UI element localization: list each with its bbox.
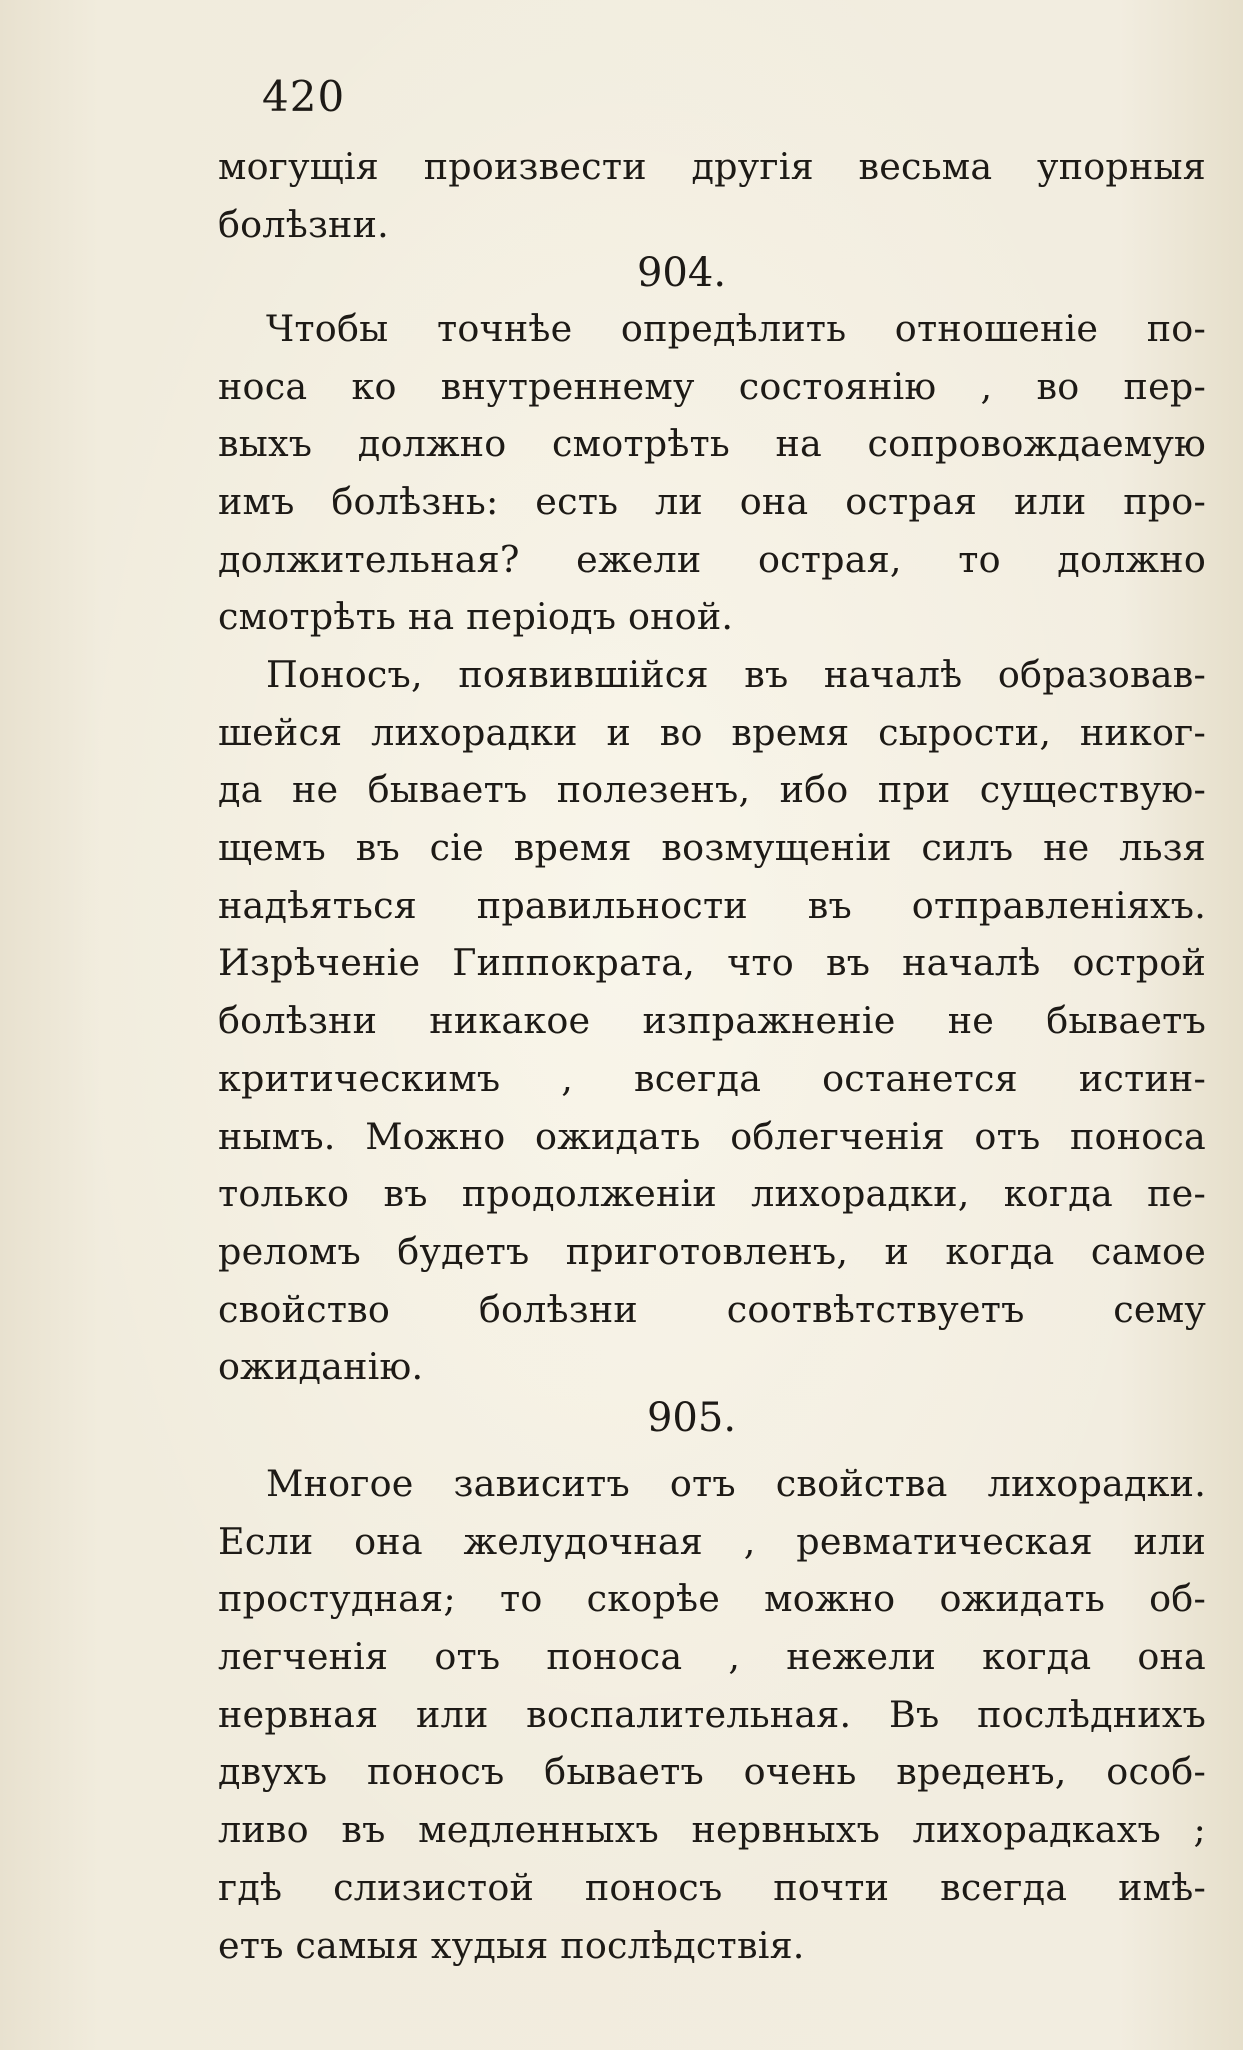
text-line: Поносъ, появившійся въ началѣ образовав- — [266, 653, 1206, 696]
text-line: имъ болѣзнь: есть ли она острая или про- — [218, 480, 1206, 524]
text-line: выхъ должно смотрѣть на сопровождаемую — [218, 422, 1206, 466]
section-number-904: 904. — [636, 250, 727, 296]
text-line: щемъ въ сіе время возмущеніи силъ не льзя — [218, 826, 1206, 870]
section-904-paragraph-1 — [218, 300, 1206, 646]
text-line: только въ продолженіи лихорадки, когда пе- — [218, 1172, 1206, 1216]
text-line: смотрѣть на періодъ оной. — [218, 595, 734, 639]
text-line: гдѣ слизистой поносъ почти всегда имѣ- — [218, 1865, 1206, 1909]
section-number-905: 905. — [646, 1395, 737, 1441]
text-line: нымъ. Можно ожидать облегченія отъ поноса — [218, 1114, 1206, 1158]
text-line: Чтобы точнѣе опредѣлить отношеніе по- — [266, 307, 1206, 350]
text-line: Если она желудочная , ревматическая или — [218, 1519, 1206, 1563]
text-line: ливо въ медленныхъ нервныхъ лихорадкахъ ; — [218, 1808, 1206, 1852]
text-line: надѣяться правильности въ отправленіяхъ. — [218, 883, 1206, 927]
text-line: етъ самыя худыя послѣдствія. — [218, 1923, 805, 1967]
section-904-paragraph-2 — [218, 646, 1206, 1396]
text-line: носа ко внутреннему состоянію , во пер- — [218, 364, 1206, 408]
text-line: Изрѣченіе Гиппократа, что въ началѣ острой — [218, 941, 1206, 985]
text-line: должительная? ежели острая, то должно — [218, 537, 1206, 581]
text-line: ожиданію. — [218, 1345, 424, 1389]
text-line: болѣзни никакое изпражненіе не бываетъ — [218, 999, 1206, 1043]
text-line: болѣзни. — [218, 202, 389, 246]
text-line: двухъ поносъ бываетъ очень вреденъ, особ- — [218, 1750, 1206, 1794]
section-905-paragraph-1 — [218, 1455, 1206, 1974]
text-line: Многое зависитъ отъ свойства лихорадки. — [266, 1462, 1206, 1505]
text-line: могущія произвести другія весьма упорныя — [218, 145, 1206, 188]
text-line: простудная; то скорѣе можно ожидать об- — [218, 1577, 1206, 1621]
text-line: свойство болѣзни соотвѣтствуетъ сему — [218, 1287, 1206, 1331]
text-line: легченія отъ поноса , нежели когда она — [218, 1635, 1206, 1679]
text-line: реломъ будетъ приготовленъ, и когда самое — [218, 1229, 1206, 1273]
text-line: нервная или воспалительная. Въ послѣднихъ — [218, 1692, 1206, 1736]
text-line: критическимъ , всегда останется истин- — [218, 1056, 1206, 1100]
page-number: 420 — [262, 72, 346, 121]
intro-paragraph — [218, 138, 1206, 253]
text-line: да не бываетъ полезенъ, ибо при существую- — [218, 768, 1206, 812]
text-line: шейся лихорадки и во время сырости, никог- — [218, 710, 1206, 754]
